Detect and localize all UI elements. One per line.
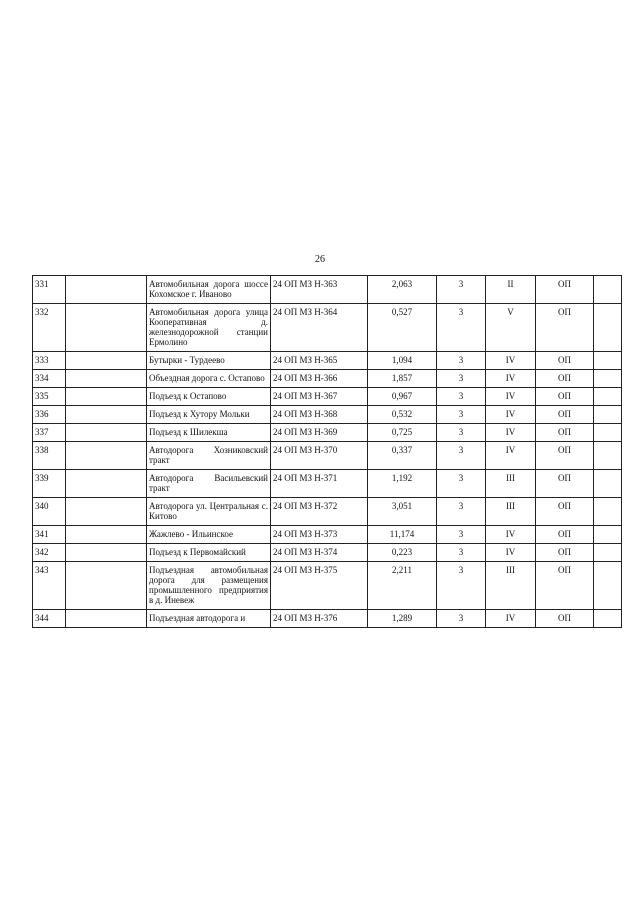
road-length: 11,174 (368, 526, 437, 544)
empty-cell (66, 424, 147, 442)
road-type: ОП (536, 388, 594, 406)
road-name: Автодорога ул. Центральная с. Китово (147, 498, 271, 526)
table-row (33, 526, 622, 544)
road-name: Автомобильная дорога улица Кооперативная д. железнодорожной станции Ермолино (147, 304, 271, 352)
road-name: Подъезд к Хутору Мольки (147, 406, 271, 424)
empty-cell (594, 406, 622, 424)
empty-cell (66, 352, 147, 370)
road-length: 1,094 (368, 352, 437, 370)
road-length: 0,967 (368, 388, 437, 406)
road-name: Автодорога Хозниковский тракт (147, 442, 271, 470)
road-type: ОП (536, 352, 594, 370)
road-length: 0,527 (368, 304, 437, 352)
road-length: 0,725 (368, 424, 437, 442)
table-row (33, 498, 622, 526)
road-class: IV (486, 370, 536, 388)
row-number: 340 (33, 498, 66, 526)
empty-cell (66, 544, 147, 562)
road-class: III (486, 470, 536, 498)
row-number: 333 (33, 352, 66, 370)
empty-cell (594, 610, 622, 628)
empty-cell (594, 562, 622, 610)
road-length: 1,857 (368, 370, 437, 388)
road-class: V (486, 304, 536, 352)
empty-cell (66, 370, 147, 388)
road-class: IV (486, 544, 536, 562)
row-number: 343 (33, 562, 66, 610)
road-class: IV (486, 424, 536, 442)
page-number: 26 (315, 254, 325, 265)
road-category: 3 (437, 370, 486, 388)
empty-cell (594, 544, 622, 562)
road-category: 3 (437, 442, 486, 470)
road-name: Жажлево - Ильинское (147, 526, 271, 544)
empty-cell (594, 442, 622, 470)
road-length: 2,063 (368, 276, 437, 304)
road-id: 24 ОП МЗ Н-363 (271, 276, 368, 304)
road-length: 1,289 (368, 610, 437, 628)
road-class: IV (486, 526, 536, 544)
road-name: Подъездная автомобильная дорога для размещения промышленного предприятия в д. Иневеж (147, 562, 271, 610)
empty-cell (66, 442, 147, 470)
road-name: Подъезд к Шилекша (147, 424, 271, 442)
road-type: ОП (536, 610, 594, 628)
road-category: 3 (437, 526, 486, 544)
road-id: 24 ОП МЗ Н-376 (271, 610, 368, 628)
road-id: 24 ОП МЗ Н-368 (271, 406, 368, 424)
road-type: ОП (536, 370, 594, 388)
road-length: 1,192 (368, 470, 437, 498)
empty-cell (66, 406, 147, 424)
row-number: 344 (33, 610, 66, 628)
road-category: 3 (437, 610, 486, 628)
table-row (33, 442, 622, 470)
road-category: 3 (437, 562, 486, 610)
road-id: 24 ОП МЗ Н-370 (271, 442, 368, 470)
road-class: III (486, 498, 536, 526)
road-category: 3 (437, 388, 486, 406)
road-type: ОП (536, 276, 594, 304)
road-type: ОП (536, 544, 594, 562)
road-id: 24 ОП МЗ Н-366 (271, 370, 368, 388)
empty-cell (66, 304, 147, 352)
row-number: 336 (33, 406, 66, 424)
road-length: 0,532 (368, 406, 437, 424)
road-type: ОП (536, 562, 594, 610)
road-id: 24 ОП МЗ Н-367 (271, 388, 368, 406)
table-row (33, 544, 622, 562)
road-category: 3 (437, 406, 486, 424)
empty-cell (66, 526, 147, 544)
row-number: 337 (33, 424, 66, 442)
row-number: 342 (33, 544, 66, 562)
row-number: 335 (33, 388, 66, 406)
road-type: ОП (536, 406, 594, 424)
road-name: Бутырки - Турдеево (147, 352, 271, 370)
road-length: 0,337 (368, 442, 437, 470)
row-number: 334 (33, 370, 66, 388)
road-type: ОП (536, 424, 594, 442)
road-name: Подъездная автодорога и (147, 610, 271, 628)
road-class: IV (486, 406, 536, 424)
roads-table (32, 275, 622, 628)
road-category: 3 (437, 276, 486, 304)
road-length: 3,051 (368, 498, 437, 526)
row-number: 332 (33, 304, 66, 352)
road-id: 24 ОП МЗ Н-371 (271, 470, 368, 498)
empty-cell (594, 388, 622, 406)
road-category: 3 (437, 470, 486, 498)
row-number: 338 (33, 442, 66, 470)
road-category: 3 (437, 498, 486, 526)
table-row (33, 304, 622, 352)
road-id: 24 ОП МЗ Н-365 (271, 352, 368, 370)
table-row (33, 352, 622, 370)
empty-cell (594, 276, 622, 304)
road-id: 24 ОП МЗ Н-374 (271, 544, 368, 562)
road-name: Объездная дорога с. Остапово (147, 370, 271, 388)
empty-cell (594, 352, 622, 370)
table-row (33, 406, 622, 424)
road-type: ОП (536, 470, 594, 498)
table-body (33, 276, 622, 628)
empty-cell (594, 470, 622, 498)
empty-cell (594, 424, 622, 442)
table-row (33, 470, 622, 498)
road-length: 0,223 (368, 544, 437, 562)
road-id: 24 ОП МЗ Н-369 (271, 424, 368, 442)
empty-cell (66, 388, 147, 406)
empty-cell (66, 610, 147, 628)
road-id: 24 ОП МЗ Н-372 (271, 498, 368, 526)
road-type: ОП (536, 442, 594, 470)
road-id: 24 ОП МЗ Н-364 (271, 304, 368, 352)
empty-cell (66, 276, 147, 304)
row-number: 331 (33, 276, 66, 304)
road-name: Подъезд к Первомайский (147, 544, 271, 562)
table-row (33, 562, 622, 610)
table-row (33, 370, 622, 388)
road-name: Автодорога Васильевский тракт (147, 470, 271, 498)
road-type: ОП (536, 526, 594, 544)
row-number: 341 (33, 526, 66, 544)
table-row (33, 610, 622, 628)
empty-cell (594, 526, 622, 544)
empty-cell (66, 562, 147, 610)
road-category: 3 (437, 304, 486, 352)
empty-cell (66, 498, 147, 526)
empty-cell (594, 498, 622, 526)
road-name: Автомобильная дорога шоссе Кохомское г. Иваново (147, 276, 271, 304)
road-category: 3 (437, 544, 486, 562)
empty-cell (66, 470, 147, 498)
road-class: IV (486, 610, 536, 628)
road-category: 3 (437, 424, 486, 442)
road-category: 3 (437, 352, 486, 370)
road-id: 24 ОП МЗ Н-375 (271, 562, 368, 610)
road-class: II (486, 276, 536, 304)
road-class: IV (486, 388, 536, 406)
road-length: 2,211 (368, 562, 437, 610)
empty-cell (594, 370, 622, 388)
table-row (33, 276, 622, 304)
road-type: ОП (536, 498, 594, 526)
table-row (33, 388, 622, 406)
road-class: IV (486, 442, 536, 470)
row-number: 339 (33, 470, 66, 498)
road-type: ОП (536, 304, 594, 352)
empty-cell (594, 304, 622, 352)
table-row (33, 424, 622, 442)
road-class: III (486, 562, 536, 610)
road-id: 24 ОП МЗ Н-373 (271, 526, 368, 544)
road-name: Подъезд к Остапово (147, 388, 271, 406)
road-class: IV (486, 352, 536, 370)
